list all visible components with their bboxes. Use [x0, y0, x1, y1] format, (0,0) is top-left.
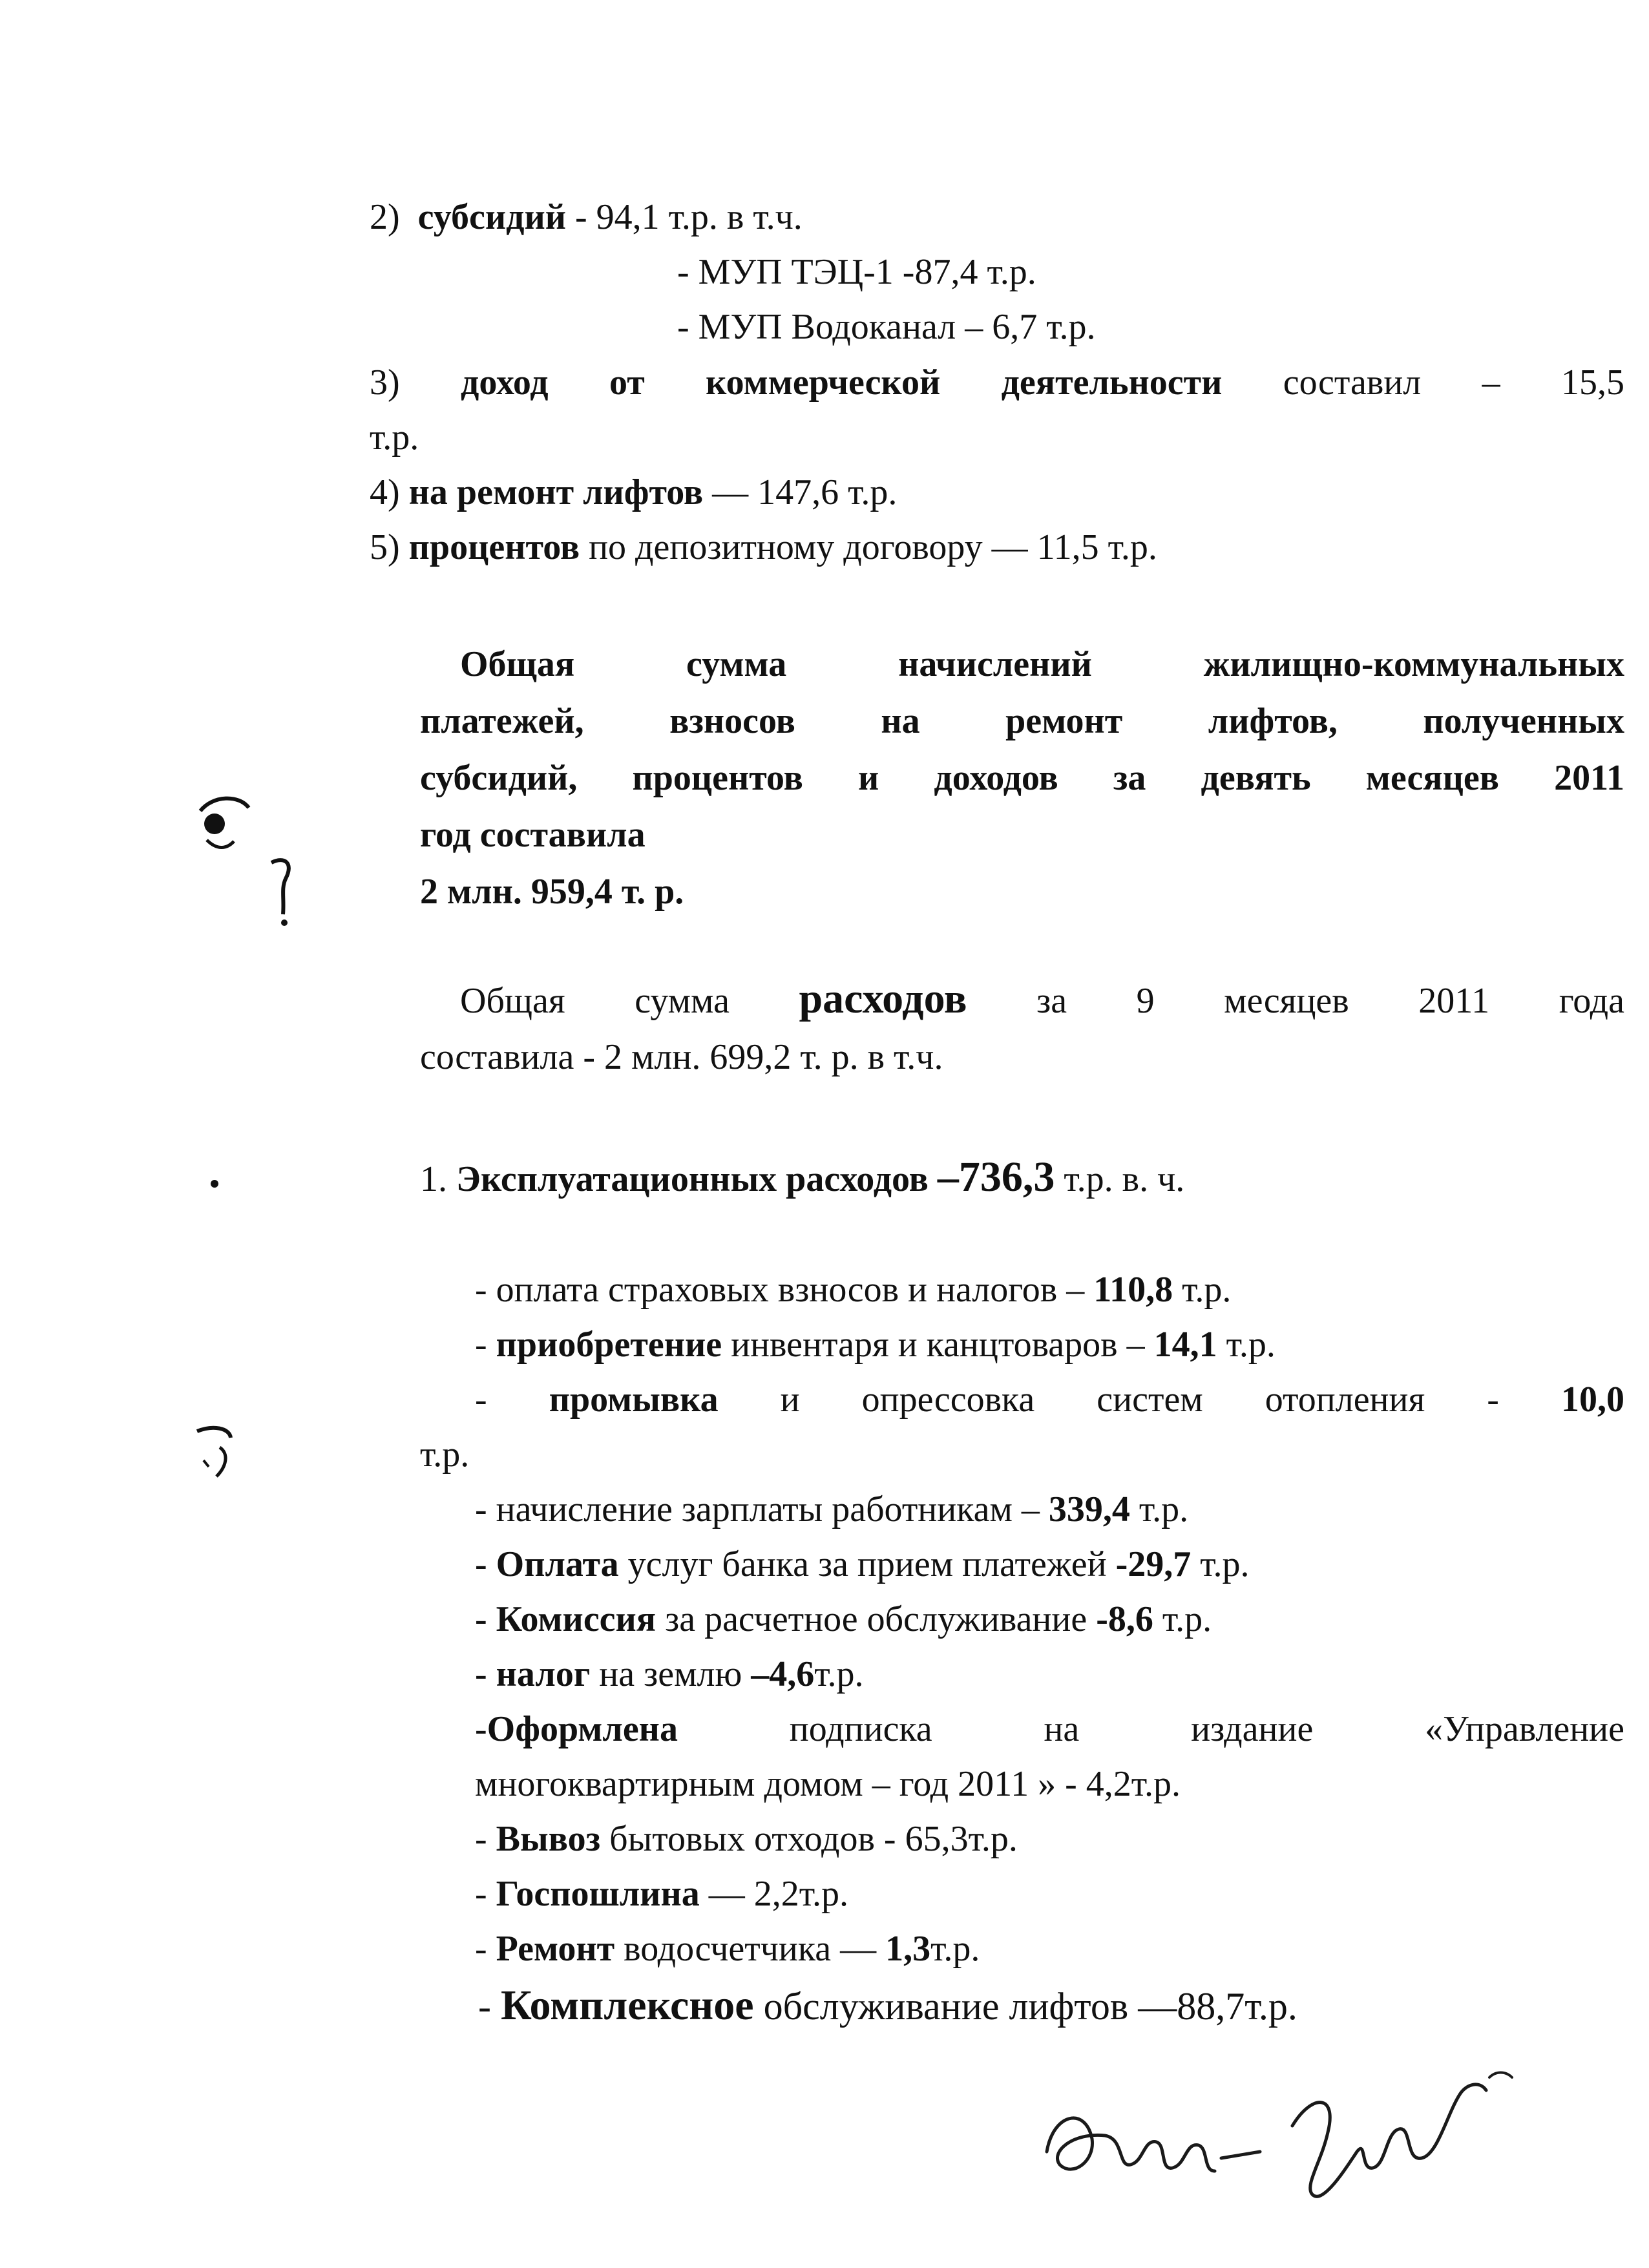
expense-text: т.р.	[1153, 1599, 1212, 1639]
expense-bold: Ремонт	[496, 1929, 615, 1969]
summary-income-line: платежей, взносов на ремонт лифтов, полученных	[420, 701, 1624, 741]
expense-bold: Комплексное	[500, 1982, 754, 2029]
expense-item-continued: многоквартирным домом – год 2011 » - 4,2т.р.	[475, 1764, 1181, 1804]
expense-text: -	[475, 1325, 496, 1365]
income-item-4	[370, 469, 897, 516]
summary-expense-pre: Общая сумма	[460, 981, 730, 1021]
expense-bold: Оформлена	[487, 1709, 678, 1749]
expense-item	[475, 1651, 864, 1697]
summary-expense-line	[460, 976, 1624, 1024]
expense-text: -	[475, 1599, 496, 1639]
expense-text: - оплата страховых взносов и налогов –	[475, 1270, 1094, 1310]
income-item-3	[370, 359, 1624, 406]
expense-bold: налог	[496, 1654, 591, 1694]
expense-text: т.р.	[1191, 1544, 1250, 1584]
expense-item	[475, 1871, 848, 1917]
expense-text: -	[475, 1874, 496, 1914]
expense-item	[478, 1982, 1297, 2030]
expense-text: т.р.	[930, 1929, 980, 1969]
item-number: 5)	[370, 527, 400, 567]
expense-text: -	[475, 1544, 496, 1584]
expense-bold: Вывоз	[496, 1819, 601, 1859]
expense-item	[475, 1816, 1018, 1862]
expense-bold: Комиссия	[496, 1599, 656, 1639]
expense-text: обслуживание лифтов —88,7т.р.	[753, 1985, 1297, 2028]
expense-text: -	[475, 1709, 487, 1749]
expense-text: т.р.	[1217, 1325, 1276, 1365]
margin-ink-mark	[207, 1176, 222, 1192]
expense-amount: -8,6	[1096, 1599, 1153, 1639]
item-text: - 94,1 т.р. в т.ч.	[575, 197, 803, 237]
expense-item	[475, 1926, 980, 1972]
expense-amount: 10,0	[1561, 1380, 1624, 1420]
expense-text: -	[475, 1819, 496, 1859]
expense-amount: 110,8	[1093, 1270, 1173, 1310]
expense-heading	[420, 1154, 1184, 1202]
expense-text: т.р.	[1173, 1270, 1232, 1310]
summary-income-line: год составила	[420, 815, 646, 855]
item-amount: –736,3	[937, 1153, 1055, 1201]
expense-amount: 14,1	[1153, 1325, 1217, 1365]
summary-income-total: 2 млн. 959,4 т. р.	[420, 872, 684, 912]
expense-amount: 1,3	[885, 1929, 931, 1969]
expense-bold: промывка	[549, 1380, 719, 1420]
expense-text: -	[475, 1654, 496, 1694]
expense-amount: 339,4	[1048, 1489, 1130, 1529]
summary-income-line: субсидий, процентов и доходов за девять месяцев 2011	[420, 758, 1624, 798]
expense-text: т.р.	[814, 1654, 864, 1694]
expense-text: — 2,2т.р.	[699, 1874, 848, 1914]
item-text: по депозитному договору — 11,5 т.р.	[589, 527, 1157, 567]
expense-item	[475, 1596, 1212, 1643]
item-bold: на ремонт лифтов	[408, 472, 704, 512]
item-bold: субсидий	[417, 197, 567, 237]
expense-amount: -29,7	[1115, 1544, 1192, 1584]
margin-ink-mark	[191, 1422, 242, 1486]
income-subitem: - МУП Водоканал – 6,7 т.р.	[677, 307, 1096, 347]
expense-text: - начисление зарплаты работникам –	[475, 1489, 1049, 1529]
income-item-5	[370, 524, 1157, 571]
summary-expense-line: составила - 2 млн. 699,2 т. р. в т.ч.	[420, 1037, 943, 1077]
expense-item	[475, 1376, 1624, 1423]
expense-item	[475, 1486, 1188, 1533]
expense-text: на землю	[590, 1654, 751, 1694]
item-text: т.р. в. ч.	[1064, 1159, 1185, 1199]
expense-item	[475, 1706, 1624, 1752]
item-number: 1.	[420, 1159, 447, 1199]
item-bold: процентов	[408, 527, 580, 567]
summary-expense-bold: расходов	[799, 975, 967, 1022]
item-text: составил – 15,5	[1283, 362, 1625, 403]
summary-expense-post: за 9 месяцев 2011 года	[1036, 981, 1624, 1021]
expense-text: т.р.	[1129, 1489, 1189, 1529]
expense-text: за расчетное обслуживание	[656, 1599, 1097, 1639]
expense-text: услуг банка за прием платежей	[618, 1544, 1116, 1584]
income-subitem: - МУП ТЭЦ-1 -87,4 т.р.	[677, 252, 1036, 292]
expense-bold: Оплата	[496, 1544, 619, 1584]
item-number: 4)	[370, 472, 400, 512]
expense-item-continued: т.р.	[420, 1434, 470, 1475]
income-item-2	[370, 194, 803, 240]
item-text: — 147,6 т.р.	[712, 472, 898, 512]
expense-bold: Госпошлина	[496, 1874, 700, 1914]
expense-text: -	[475, 1929, 496, 1969]
expense-item	[475, 1321, 1276, 1368]
expense-text: подписка на издание «Управление	[677, 1709, 1624, 1749]
expense-text: и опрессовка систем отопления -	[718, 1380, 1561, 1420]
expense-text: водосчетчика —	[614, 1929, 886, 1969]
expense-text: -	[478, 1985, 501, 2028]
expense-text: инвентаря и канцтоваров –	[722, 1325, 1154, 1365]
expense-bold: приобретение	[496, 1325, 722, 1365]
margin-ink-mark	[265, 853, 304, 930]
margin-ink-mark	[187, 788, 258, 859]
expense-item	[475, 1541, 1250, 1588]
item-bold: Эксплуатационных расходов	[456, 1159, 929, 1199]
item-number: 3)	[370, 362, 400, 403]
expense-amount: –4,6	[751, 1654, 815, 1694]
item-bold: доход от коммерческой деятельности	[461, 362, 1223, 403]
income-item-3-continued: т.р.	[370, 417, 419, 457]
item-number: 2)	[370, 197, 400, 237]
summary-income-line: Общая сумма начислений жилищно-коммунальных	[460, 644, 1624, 684]
expense-item	[475, 1266, 1231, 1313]
handwritten-signature	[1034, 2055, 1525, 2223]
expense-text: бытовых отходов - 65,3т.р.	[600, 1819, 1018, 1859]
expense-text: -	[475, 1380, 549, 1420]
